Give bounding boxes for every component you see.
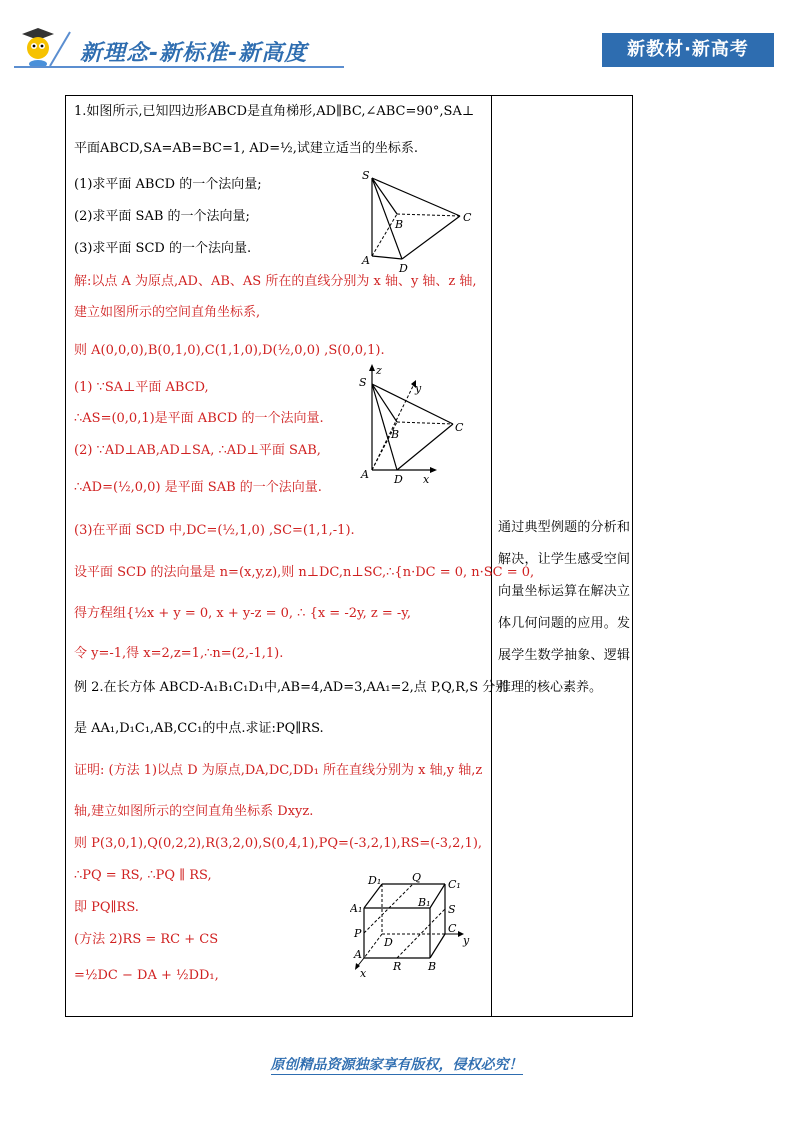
problem-1-line-1: 1.如图所示,已知四边形ABCD是直角梯形,AD∥BC,∠ABC=90°,SA⊥ bbox=[74, 104, 475, 119]
fig2-label-b: B bbox=[391, 428, 400, 441]
fig2-label-d: D bbox=[394, 473, 403, 486]
fig2-label-x: x bbox=[423, 473, 430, 486]
proof-line-7: =½DC − DA + ½DD₁, bbox=[74, 968, 219, 983]
solution-line-10: 得方程组{½x + y = 0, x + y-z = 0, ∴ {x = -2y, z = -y, bbox=[74, 606, 412, 621]
figure-pyramid-axes bbox=[355, 362, 480, 487]
fig3-label-q: Q bbox=[412, 871, 422, 884]
footer-text: 原创精品资源独家享有版权，侵权必究！ bbox=[270, 1057, 523, 1073]
fig3-label-x: x bbox=[360, 967, 367, 980]
problem-1-part-3: (3)求平面 SCD 的一个法向量. bbox=[74, 241, 252, 256]
fig3-label-s: S bbox=[448, 903, 456, 916]
fig3-label-c: C bbox=[448, 922, 457, 935]
solution-line-9: 设平面 SCD 的法向量是 n=(x,y,z),则 n⊥DC,n⊥SC,∴{n·DC = 0, n·SC = 0, bbox=[74, 565, 535, 580]
header-rule bbox=[14, 66, 344, 68]
solution-line-5: ∴AS=(0,0,1)是平面 ABCD 的一个法向量. bbox=[74, 411, 324, 426]
fig2-label-a: A bbox=[361, 468, 369, 481]
fig3-label-b1: B₁ bbox=[418, 896, 431, 909]
proof-line-3: 则 P(3,0,1),Q(0,2,2),R(3,2,0),S(0,4,1),PQ=(-3,2,1),RS=(-3,2,1), bbox=[74, 836, 483, 851]
proof-line-4: ∴PQ = RS, ∴PQ ∥ RS, bbox=[74, 868, 212, 883]
solution-line-6: (2) ∵AD⊥AB,AD⊥SA, ∴AD⊥平面 SAB, bbox=[74, 443, 321, 458]
design-intent-note: 通过典型例题的分析和解决，让学生感受空间向量坐标运算在解决立体几何问题的应用。发展学生数学抽象、逻辑推理的核心素养。 bbox=[498, 520, 630, 695]
solution-line-3: 则 A(0,0,0),B(0,1,0),C(1,1,0),D(½,0,0) ,S(0,0,1). bbox=[74, 343, 385, 358]
proof-line-2: 轴,建立如图所示的空间直角坐标系 Dxyz. bbox=[74, 804, 314, 819]
problem-1-part-2: (2)求平面 SAB 的一个法向量; bbox=[74, 209, 250, 224]
header-badge: 新教材·新高考 bbox=[602, 33, 774, 67]
fig3-label-a: A bbox=[354, 948, 362, 961]
solution-line-11: 令 y=-1,得 x=2,z=1,∴n=(2,-1,1). bbox=[74, 646, 284, 661]
proof-line-5: 即 PQ∥RS. bbox=[74, 900, 139, 915]
solution-line-1: 解:以点 A 为原点,AD、AB、AS 所在的直线分别为 x 轴、y 轴、z 轴, bbox=[74, 274, 477, 289]
fig1-label-d: D bbox=[399, 262, 408, 275]
table-column-divider bbox=[491, 95, 492, 1017]
fig1-label-a: A bbox=[362, 254, 370, 267]
figure-pyramid-1 bbox=[355, 166, 480, 276]
fig3-label-y: y bbox=[463, 934, 470, 947]
fig3-label-d: D bbox=[384, 936, 393, 949]
solution-line-4: (1) ∵SA⊥平面 ABCD, bbox=[74, 380, 209, 395]
copyright-footer bbox=[0, 1054, 793, 1074]
proof-line-6: (方法 2)RS = RC + CS bbox=[74, 932, 219, 947]
problem-1-line-2: 平面ABCD,SA=AB=BC=1, AD=½,试建立适当的坐标系. bbox=[74, 141, 418, 156]
fig3-label-d1: D₁ bbox=[368, 874, 382, 887]
fig3-label-c1: C₁ bbox=[448, 878, 461, 891]
fig3-label-b: B bbox=[428, 960, 437, 973]
fig1-label-c: C bbox=[463, 211, 472, 224]
fig3-label-r: R bbox=[393, 960, 402, 973]
brand-slogan: 新理念-新标准-新高度 bbox=[80, 41, 308, 66]
fig2-label-y: y bbox=[415, 382, 422, 395]
fig2-label-z: z bbox=[376, 364, 382, 377]
fig3-label-a1: A₁ bbox=[350, 902, 363, 915]
page-header bbox=[0, 0, 793, 80]
fig3-label-p: P bbox=[354, 927, 362, 940]
example-2-line-2: 是 AA₁,D₁C₁,AB,CC₁的中点.求证:PQ∥RS. bbox=[74, 721, 324, 736]
problem-1-part-1: (1)求平面 ABCD 的一个法向量; bbox=[74, 177, 262, 192]
solution-line-7: ∴AD=(½,0,0) 是平面 SAB 的一个法向量. bbox=[74, 480, 322, 495]
figure-cuboid bbox=[350, 870, 475, 980]
fig2-label-s: S bbox=[359, 376, 367, 389]
mascot-logo-icon bbox=[16, 26, 72, 70]
solution-line-2: 建立如图所示的空间直角坐标系, bbox=[74, 305, 261, 320]
solution-line-8: (3)在平面 SCD 中,DC=(½,1,0) ,SC=(1,1,-1). bbox=[74, 523, 355, 538]
fig2-label-c: C bbox=[455, 421, 464, 434]
proof-line-1: 证明: (方法 1)以点 D 为原点,DA,DC,DD₁ 所在直线分别为 x 轴,y 轴,z bbox=[74, 763, 483, 778]
fig1-label-s: S bbox=[362, 169, 370, 182]
example-2-line-1: 例 2.在长方体 ABCD-A₁B₁C₁D₁中,AB=4,AD=3,AA₁=2,点 P,Q,R,S 分别 bbox=[74, 680, 509, 695]
fig1-label-b: B bbox=[395, 218, 404, 231]
